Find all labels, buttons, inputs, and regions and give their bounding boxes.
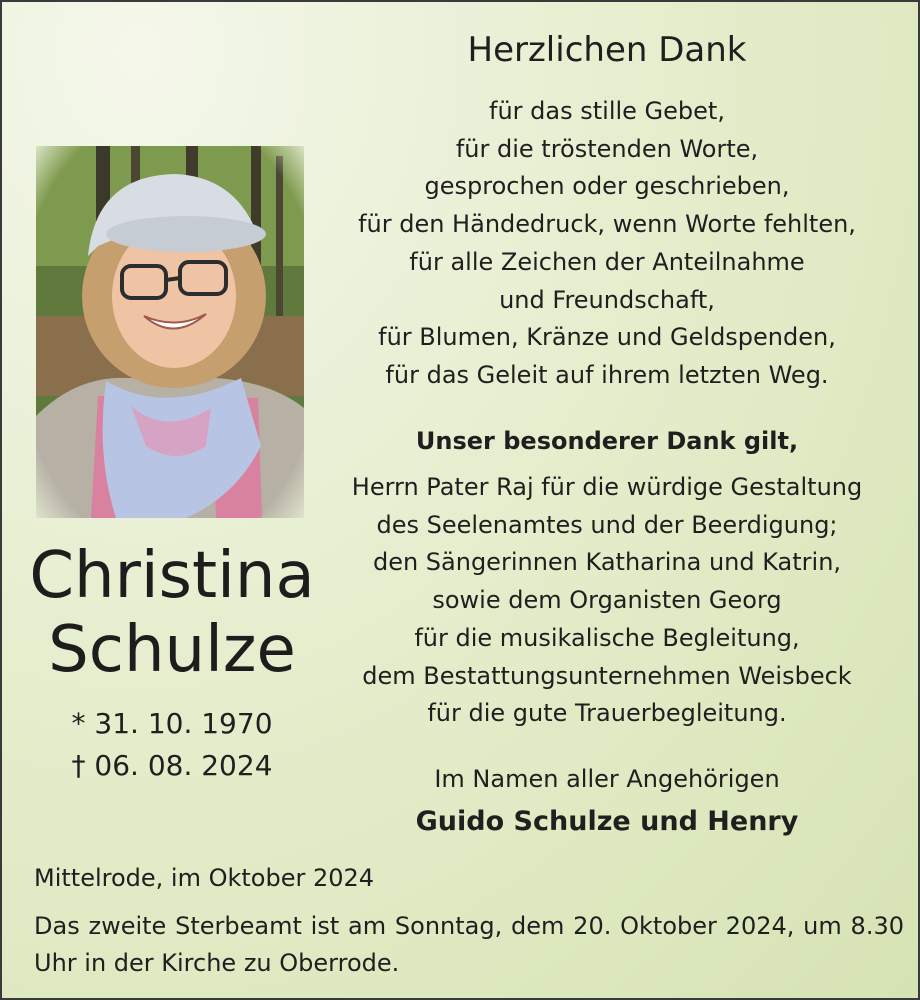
death-date: † 06. 08. 2024 <box>71 749 273 782</box>
special-line: dem Bestattungsunternehmen Weisbeck <box>362 661 852 690</box>
thanks-line: für das Geleit auf ihrem letzten Weg. <box>385 360 829 389</box>
signatories: Guido Schulze und Henry <box>415 806 799 837</box>
special-line: für die gute Trauerbegleitung. <box>427 699 787 728</box>
special-line: sowie dem Organisten Georg <box>432 586 782 615</box>
special-thanks-lines <box>322 469 892 733</box>
thanks-line: und Freundschaft, <box>499 285 715 314</box>
special-line: für die musikalische Begleitung, <box>414 623 800 652</box>
thanks-lines <box>322 93 892 395</box>
deceased-last-name: Schulze <box>48 613 296 687</box>
birth-date: * 31. 10. 1970 <box>71 707 273 740</box>
thanks-line: für das stille Gebet, <box>489 97 725 125</box>
special-line: des Seelenamtes und der Beerdigung; <box>376 510 838 539</box>
special-line: den Sängerinnen Katharina und Katrin, <box>372 548 842 577</box>
special-thanks-heading: Unser besonderer Dank gilt, <box>415 427 799 455</box>
thanks-line: für alle Zeichen der Anteilnahme <box>409 247 805 276</box>
thanks-title: Herzlichen Dank <box>467 30 747 70</box>
special-line: Herrn Pater Raj für die würdige Gestaltung <box>351 473 863 501</box>
memorial-mass-notice: Das zweite Sterbeamt ist am Sonntag, dem 20. Oktober 2024, um 8.30 Uhr in der Kirche zu Oberrode. <box>34 912 904 977</box>
portrait-photo <box>36 146 304 518</box>
thanks-line: für Blumen, Kränze und Geldspenden, <box>378 323 836 352</box>
deceased-first-name: Christina <box>29 539 315 613</box>
thanks-line: für die tröstenden Worte, <box>455 134 759 163</box>
place-and-date: Mittelrode, im Oktober 2024 <box>34 864 375 892</box>
thanks-line: für den Händedruck, wenn Worte fehlten, <box>358 210 856 239</box>
thanks-line: gesprochen oder geschrieben, <box>424 172 790 201</box>
on-behalf-line: Im Namen aller Angehörigen <box>434 765 780 793</box>
